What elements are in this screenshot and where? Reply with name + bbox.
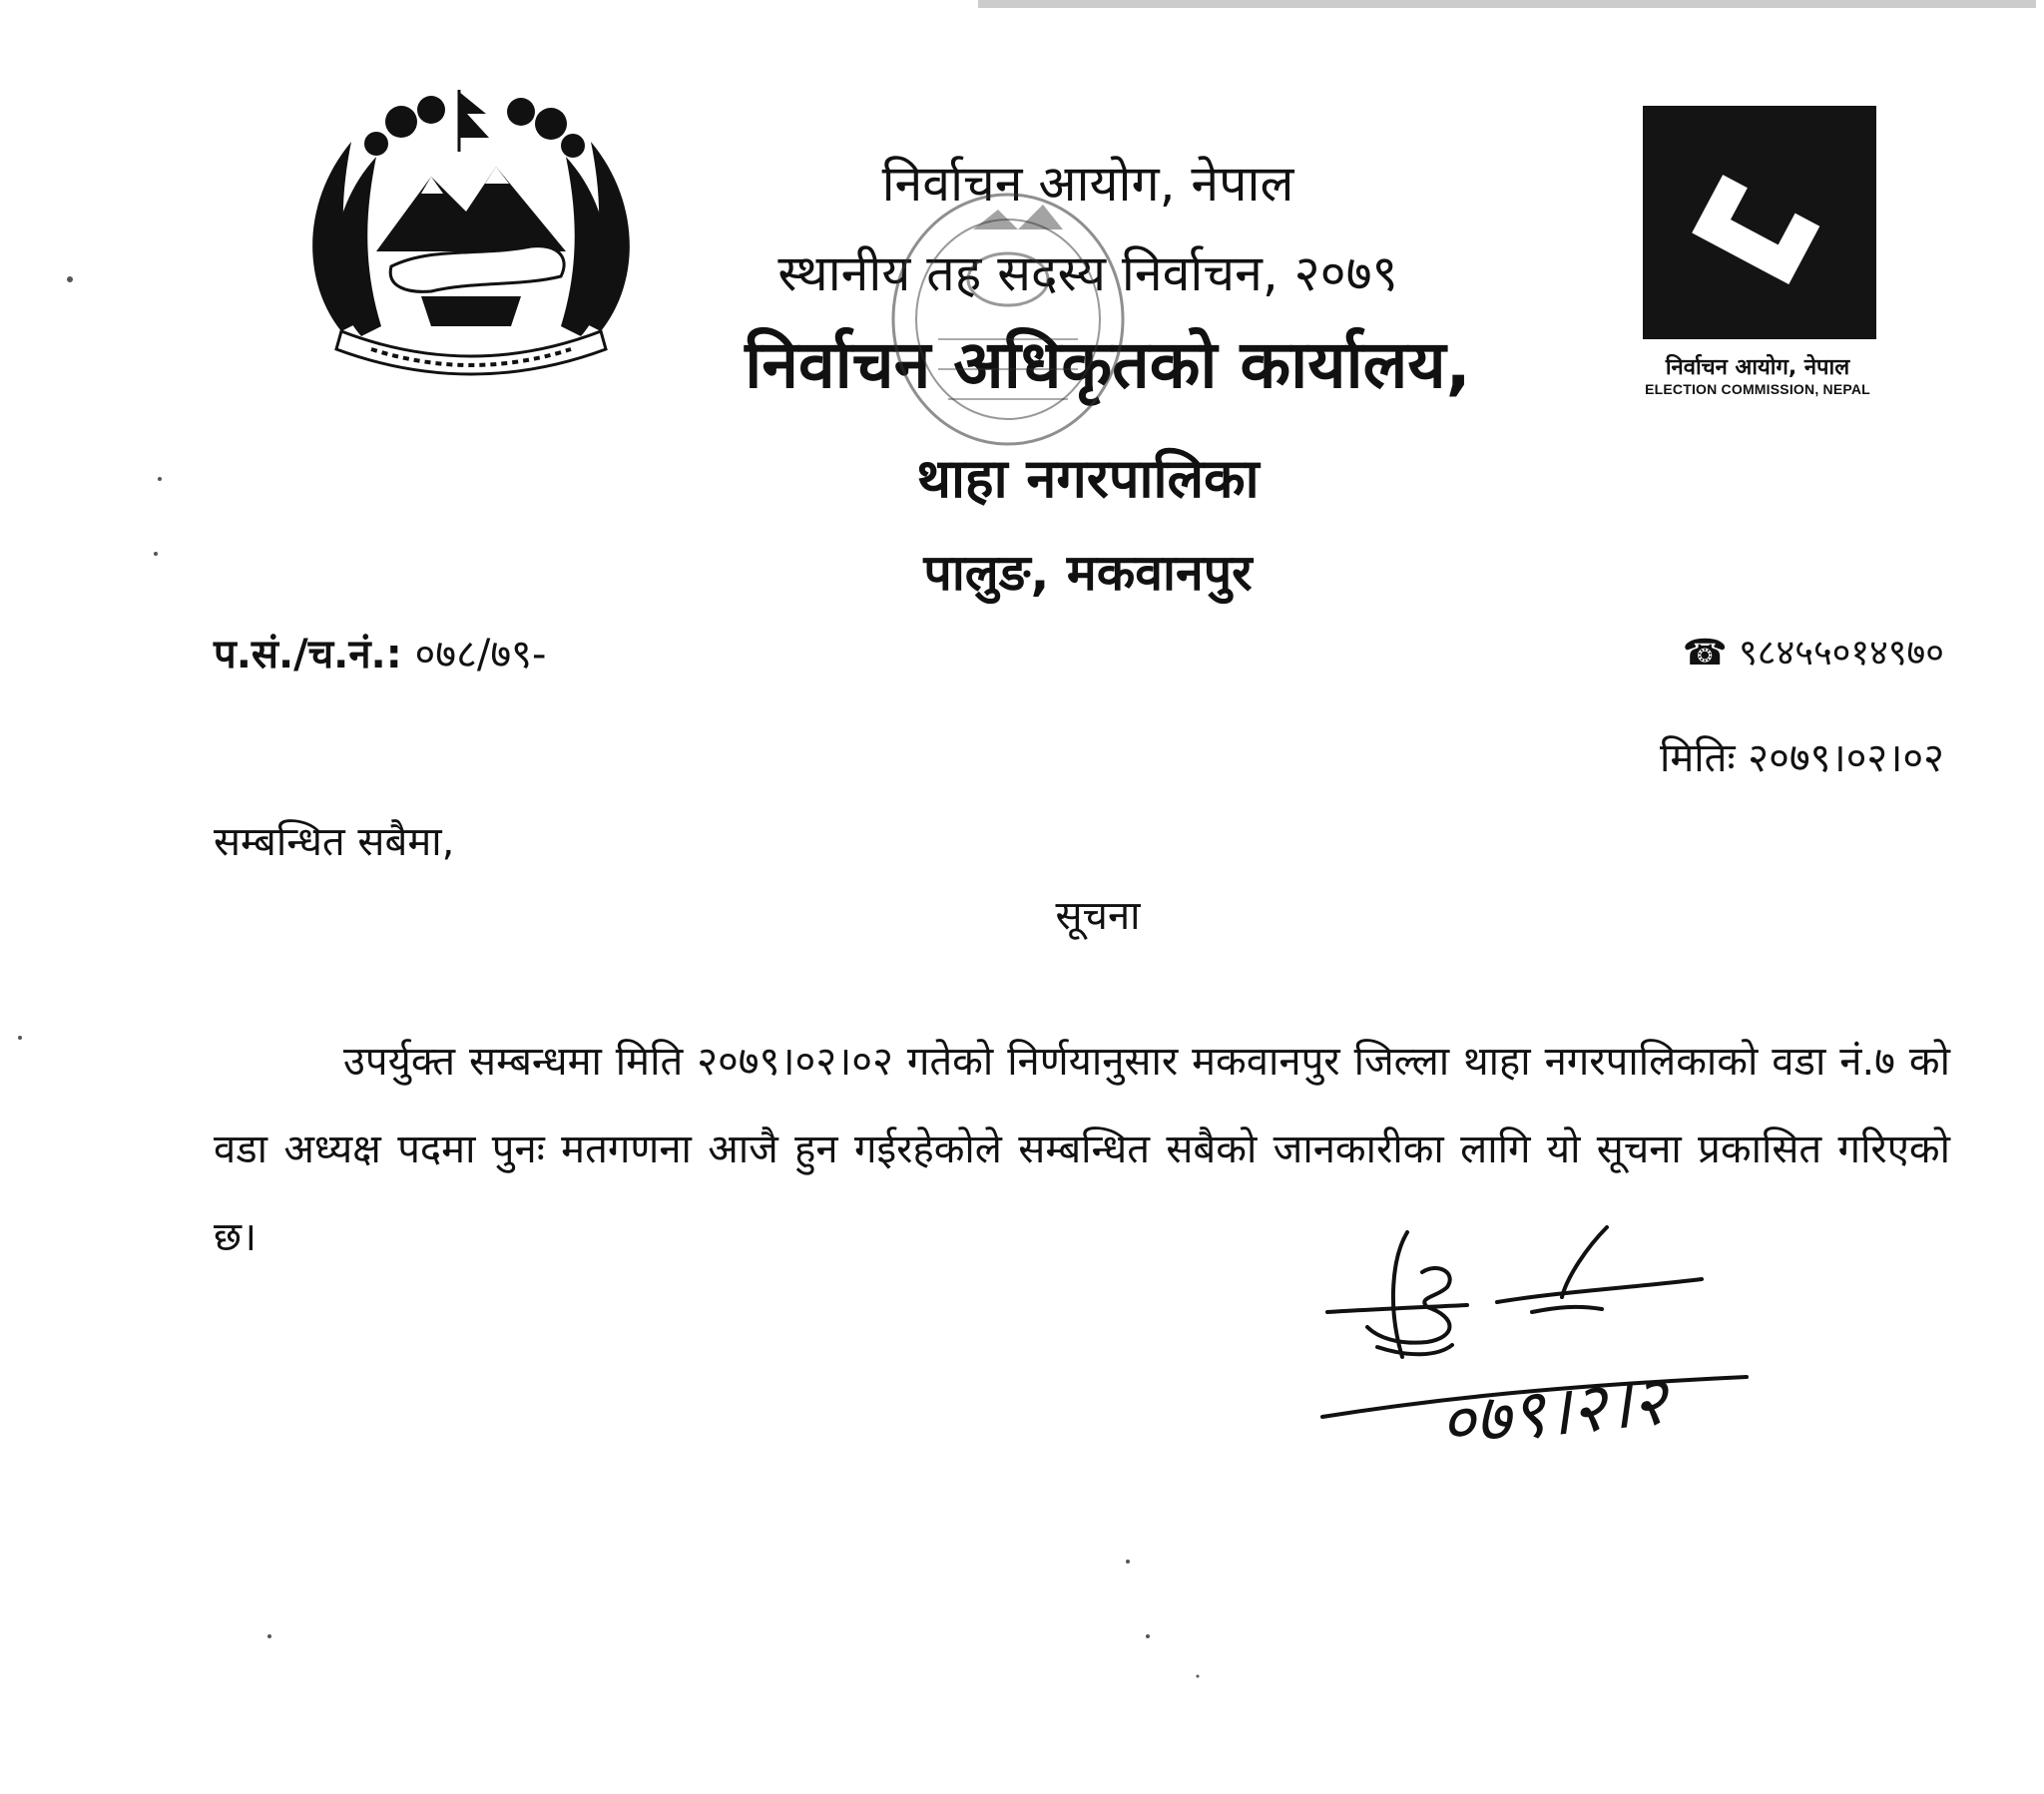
signature-date: ०७९।२।२ (1435, 1361, 1671, 1464)
date-label: मितिः (1660, 735, 1736, 781)
office-stamp-icon (878, 170, 1138, 459)
notice-body: उपर्युक्त सम्बन्धमा मिति २०७९।०२।०२ गतेको निर्णयानुसार मकवानपुर जिल्ला थाहा नगरपालिकाको वडा नं.७ को वडा अध्यक्ष पदमा पुनः मतगणना आजै हुन गईरहेकोले सम्बन्धित सबैको जानकारीका लागि यो सूचना प्रकासित गरिएको छ। (214, 1039, 1950, 1260)
header-address: पालुङ, मकवानपुर (923, 544, 1253, 602)
phone-value: ९८४५५०१४९७० (1739, 633, 1944, 673)
reference-label: प.सं./च.नं.: (214, 632, 402, 677)
election-commission-logo (1643, 106, 1876, 339)
phone-number (1683, 627, 1944, 675)
nepal-emblem-icon (281, 82, 661, 381)
salutation: सम्बन्धित सबैमा, (214, 819, 455, 865)
reference-number (214, 625, 546, 679)
letter-date (1660, 728, 1944, 783)
header-office-title: निर्वाचन अधिकृतको कार्यालय, (745, 326, 1471, 403)
ec-caption-english: ELECTION COMMISSION, NEPAL (1645, 381, 1870, 397)
ec-caption-nepali: निर्वाचन आयोग, नेपाल (1665, 355, 1850, 380)
header-municipality: थाहा नगरपालिका (916, 447, 1260, 510)
date-value: २०७९।०२।०२ (1748, 735, 1944, 781)
reference-value: ०७८/७९- (414, 632, 547, 677)
telephone-icon: ☎ (1682, 633, 1728, 673)
ballot-box-icon (1643, 106, 1876, 339)
header-election-title: स्थानीय तह सदस्य निर्वाचन, २०७९ (777, 244, 1398, 302)
signature-icon (1317, 1217, 1787, 1477)
ec-logo-caption (1623, 351, 1892, 397)
subject-title: सूचना (1055, 893, 1141, 939)
header-organization: निर्वाचन आयोग, नेपाल (881, 155, 1294, 213)
